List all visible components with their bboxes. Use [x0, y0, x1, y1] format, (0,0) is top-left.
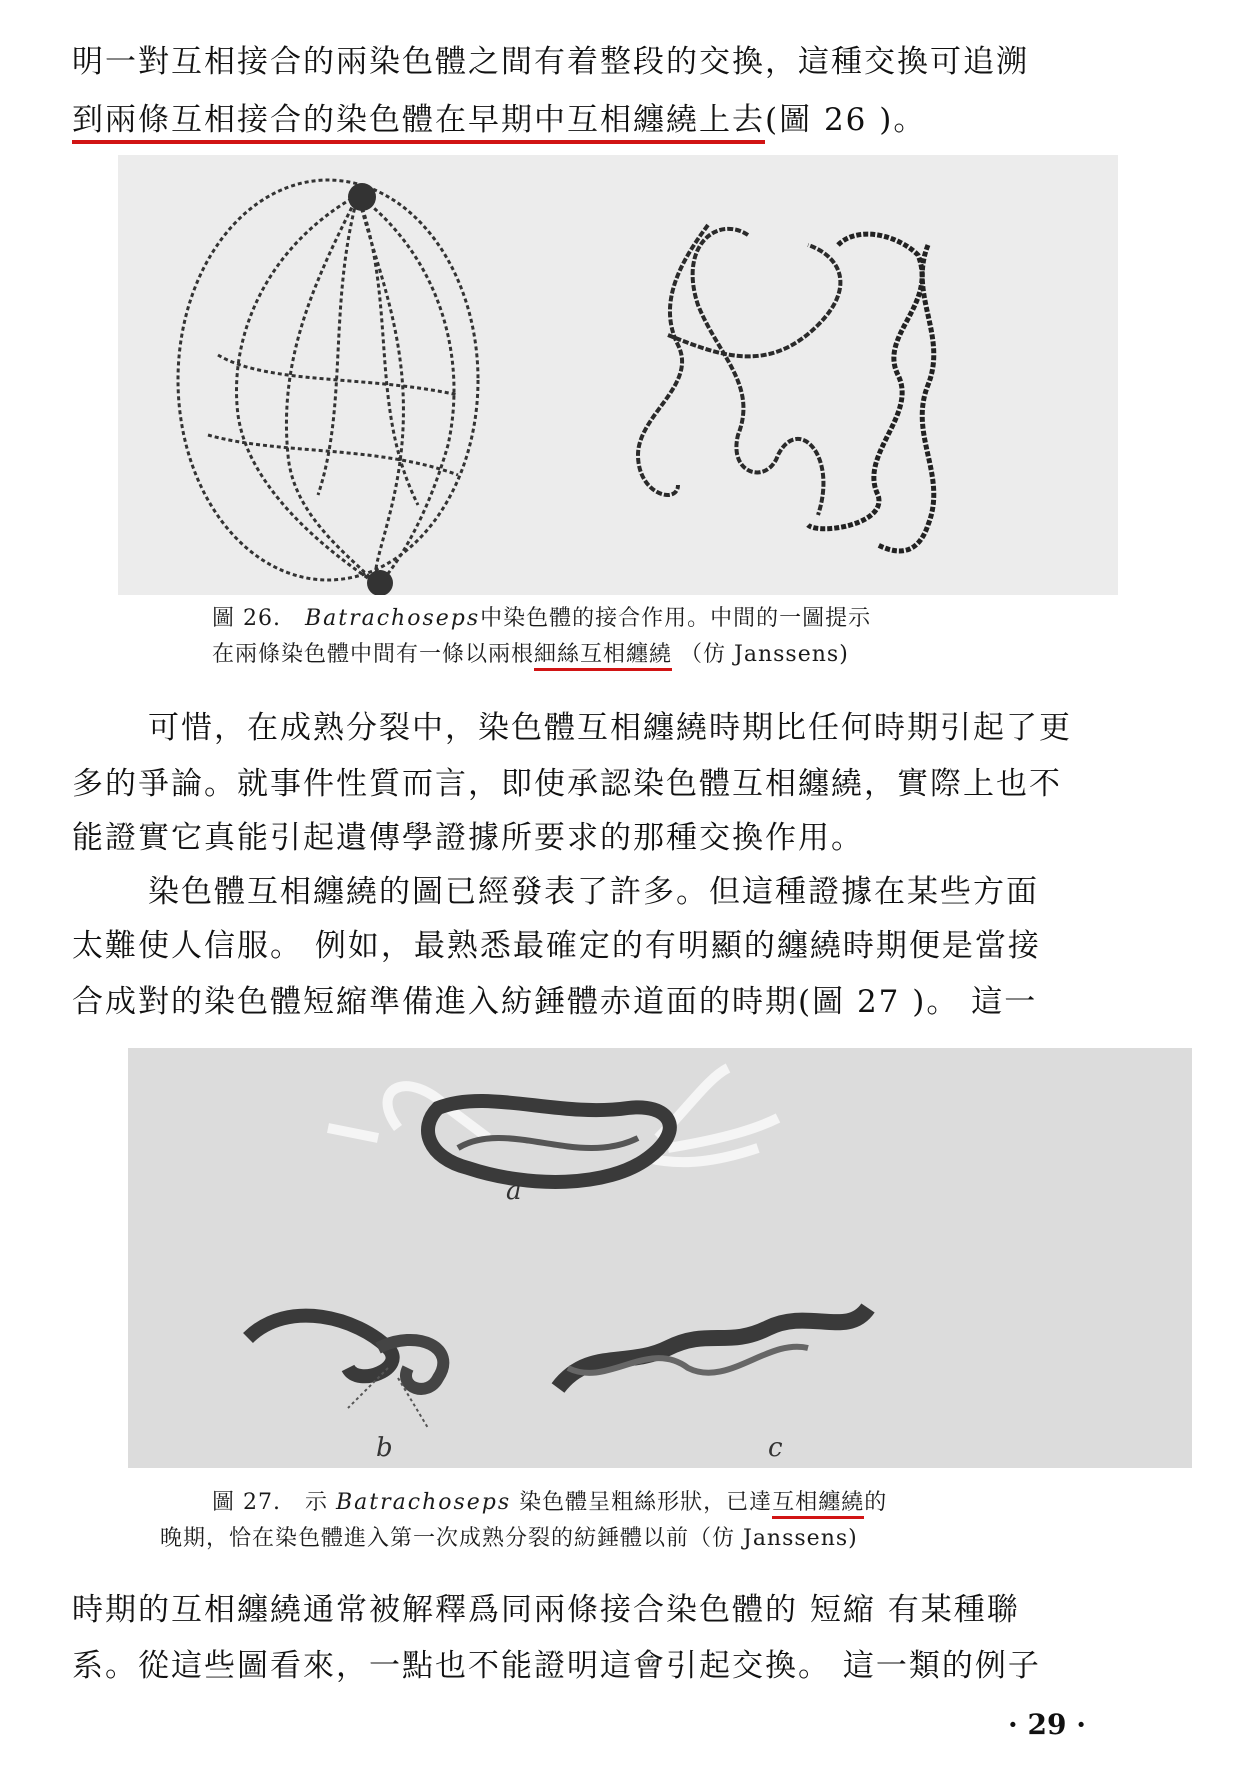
nucleus-dot-bottom [367, 570, 393, 595]
figure-27-image [128, 1048, 1192, 1468]
figure-26-label: 圖 26. [212, 606, 281, 631]
figure-27-caption-text-1a: 染色體呈粗絲形狀，已達 [519, 1490, 773, 1515]
figure-27-caption-text-1b: 的 [864, 1490, 888, 1515]
right-chromosome [808, 234, 934, 551]
figure-26-underlined-phrase: 細絲互相纏繞 [534, 642, 672, 671]
figure-27-latin-name: Batrachoseps [335, 1490, 512, 1515]
chromosome-c [558, 1308, 868, 1388]
body-para2-line3: 合成對的染色體短縮準備進入紡錘體赤道面的時期(圖 27 )。 這一 [72, 984, 1038, 1020]
nucleus-dot-top [348, 183, 376, 211]
figure-26-caption-text-2b: （仿 Janssens) [680, 642, 849, 667]
body-para2-line1: 染色體互相纏繞的圖已經發表了許多。但這種證據在某些方面 [148, 874, 1039, 910]
body-para1-line1: 可惜，在成熟分裂中，染色體互相纏繞時期比任何時期引起了更 [148, 710, 1072, 746]
body-para1-line2: 多的爭論。就事件性質而言，即使承認染色體互相纏繞，實際上也不 [72, 766, 1062, 802]
figure-27-drawing [128, 1048, 1192, 1468]
body-line-2 [72, 100, 926, 140]
middle-twisted-pair [638, 225, 840, 515]
underlined-phrase: 到兩條互相接合的染色體在早期中互相纏繞上去 [72, 102, 765, 144]
figure-27-caption-line-2: 晚期，恰在染色體進入第一次成熟分裂的紡錘體以前（仿 Janssens) [160, 1526, 858, 1551]
page-number: · 29 · [1008, 1708, 1086, 1741]
body-bottom-line2: 系。從這些圖看來，一點也不能證明這會引起交換。 這一類的例子 [72, 1648, 1041, 1684]
figure-26-drawing [118, 155, 1118, 595]
figure-27-underlined-phrase: 互相纏繞 [772, 1490, 864, 1519]
figure-27-label-c: c [768, 1433, 783, 1463]
body-para1-line3: 能證實它真能引起遺傳學證據所要求的那種交換作用。 [72, 820, 864, 856]
figure-27-caption-line-1 [212, 1488, 887, 1518]
nucleus-network [178, 180, 478, 585]
figure-26-caption-text-1: 中染色體的接合作用。中間的一圖提示 [480, 606, 872, 631]
body-line-1: 明一對互相接合的兩染色體之間有着整段的交換，這種交換可追溯 [72, 44, 1029, 80]
figure-27-label-b: b [376, 1433, 393, 1463]
figure-27-label: 圖 27. [212, 1490, 281, 1515]
body-line-2-rest: (圖 26 )。 [765, 102, 927, 138]
figure-27-label-a: a [506, 1176, 522, 1206]
figure-26-latin-name: Batrachoseps [304, 606, 481, 631]
figure-27-caption-pre: 示 [304, 1490, 328, 1515]
figure-26-image [118, 155, 1118, 595]
figure-26-caption-text-2a: 在兩條染色體中間有一條以兩根 [212, 642, 535, 667]
figure-26-caption-line-1 [212, 604, 871, 634]
body-bottom-line1: 時期的互相纏繞通常被解釋爲同兩條接合染色體的 短縮 有某種聯 [72, 1592, 1020, 1628]
chromosome-a [328, 1068, 778, 1182]
chromosome-b [248, 1316, 443, 1428]
figure-26-caption-line-2 [212, 640, 849, 670]
body-para2-line2: 太難使人信服。 例如，最熟悉最確定的有明顯的纏繞時期便是當接 [72, 928, 1041, 964]
